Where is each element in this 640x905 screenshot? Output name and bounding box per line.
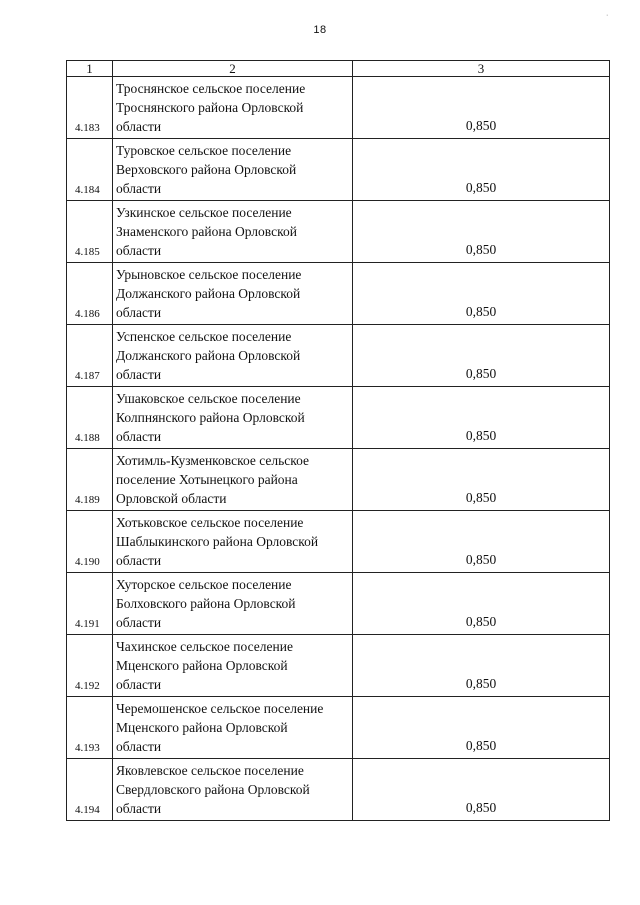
settlement-name-cell <box>113 77 353 139</box>
row-number: 4.193 <box>75 742 100 754</box>
row-number: 4.185 <box>75 246 100 258</box>
settlement-name-cell <box>113 635 353 697</box>
settlement-name-cell <box>113 325 353 387</box>
coefficient-value: 0,850 <box>465 366 497 381</box>
table-row <box>67 139 610 201</box>
settlement-name-cell <box>113 139 353 201</box>
header-col-3: 3 <box>353 61 610 77</box>
table-row <box>67 449 610 511</box>
header-col-1: 1 <box>67 61 113 77</box>
settlement-name-cell <box>113 697 353 759</box>
settlement-table <box>66 60 610 821</box>
coefficient-cell <box>353 635 610 697</box>
settlement-name-cell <box>113 573 353 635</box>
table-row <box>67 635 610 697</box>
coefficient-cell <box>353 139 610 201</box>
coefficient-value: 0,850 <box>465 552 497 567</box>
settlement-name: Хотьковское сельское поселение Шаблыкинского района Орловской области <box>116 515 319 568</box>
table-row <box>67 201 610 263</box>
coefficient-cell <box>353 201 610 263</box>
settlement-name: Хотимль-Кузменковское сельское поселение Хотынецкого района Орловской области <box>116 453 310 506</box>
settlement-name: Чахинское сельское поселение Мценского района Орловской области <box>116 639 293 692</box>
row-number-cell <box>67 449 113 511</box>
row-number-cell <box>67 697 113 759</box>
row-number-cell <box>67 635 113 697</box>
coefficient-cell <box>353 697 610 759</box>
coefficient-cell <box>353 573 610 635</box>
coefficient-cell <box>353 77 610 139</box>
settlement-name: Урыновское сельское поселение Должанского района Орловской области <box>116 267 302 320</box>
coefficient-value: 0,850 <box>465 676 497 691</box>
row-number: 4.188 <box>75 432 100 444</box>
coefficient-cell <box>353 325 610 387</box>
table-row <box>67 759 610 821</box>
settlement-name-cell <box>113 511 353 573</box>
coefficient-value: 0,850 <box>465 614 497 629</box>
coefficient-value: 0,850 <box>465 242 497 257</box>
row-number-cell <box>67 573 113 635</box>
page-number: 18 <box>313 24 327 36</box>
settlement-name-cell <box>113 263 353 325</box>
coefficient-value: 0,850 <box>465 800 497 815</box>
coefficient-cell <box>353 387 610 449</box>
settlement-name: Ушаковское сельское поселение Колпнянского района Орловской области <box>116 391 305 444</box>
settlement-name: Успенское сельское поселение Должанского района Орловской области <box>116 329 301 382</box>
table-row <box>67 77 610 139</box>
table-row <box>67 387 610 449</box>
row-number-cell <box>67 201 113 263</box>
settlement-name: Узкинское сельское поселение Знаменского района Орловской области <box>116 205 297 258</box>
coefficient-cell <box>353 449 610 511</box>
table-row <box>67 325 610 387</box>
coefficient-value: 0,850 <box>465 304 497 319</box>
row-number: 4.194 <box>75 804 100 816</box>
row-number-cell <box>67 139 113 201</box>
coefficient-cell <box>353 511 610 573</box>
table-header-row <box>67 61 610 77</box>
settlement-name: Троснянское сельское поселение Троснянского района Орловской области <box>116 81 306 134</box>
row-number-cell <box>67 263 113 325</box>
table-row <box>67 573 610 635</box>
settlement-name-cell <box>113 759 353 821</box>
row-number-cell <box>67 387 113 449</box>
coefficient-cell <box>353 759 610 821</box>
table-row <box>67 511 610 573</box>
table-row <box>67 697 610 759</box>
header-col-2: 2 <box>113 61 353 77</box>
row-number-cell <box>67 325 113 387</box>
coefficient-value: 0,850 <box>465 490 497 505</box>
row-number: 4.189 <box>75 494 100 506</box>
row-number: 4.190 <box>75 556 100 568</box>
coefficient-value: 0,850 <box>465 428 497 443</box>
table-row <box>67 263 610 325</box>
settlement-name-cell <box>113 201 353 263</box>
row-number: 4.191 <box>75 618 100 630</box>
settlement-name-cell <box>113 449 353 511</box>
coefficient-value: 0,850 <box>465 738 497 753</box>
coefficient-value: 0,850 <box>465 118 497 133</box>
settlement-name: Туровское сельское поселение Верховского района Орловской области <box>116 143 297 196</box>
scan-mark: · <box>606 12 609 19</box>
row-number: 4.184 <box>75 184 100 196</box>
row-number: 4.187 <box>75 370 100 382</box>
row-number: 4.192 <box>75 680 100 692</box>
row-number: 4.186 <box>75 308 100 320</box>
settlement-name: Хуторское сельское поселение Болховского района Орловской области <box>116 577 296 630</box>
settlement-name: Яковлевское сельское поселение Свердловского района Орловской области <box>116 763 310 816</box>
settlement-name: Черемошенское сельское поселение Мценского района Орловской области <box>116 701 324 754</box>
row-number-cell <box>67 77 113 139</box>
settlement-name-cell <box>113 387 353 449</box>
row-number-cell <box>67 511 113 573</box>
row-number-cell <box>67 759 113 821</box>
coefficient-value: 0,850 <box>465 180 497 195</box>
row-number: 4.183 <box>75 122 100 134</box>
coefficient-cell <box>353 263 610 325</box>
